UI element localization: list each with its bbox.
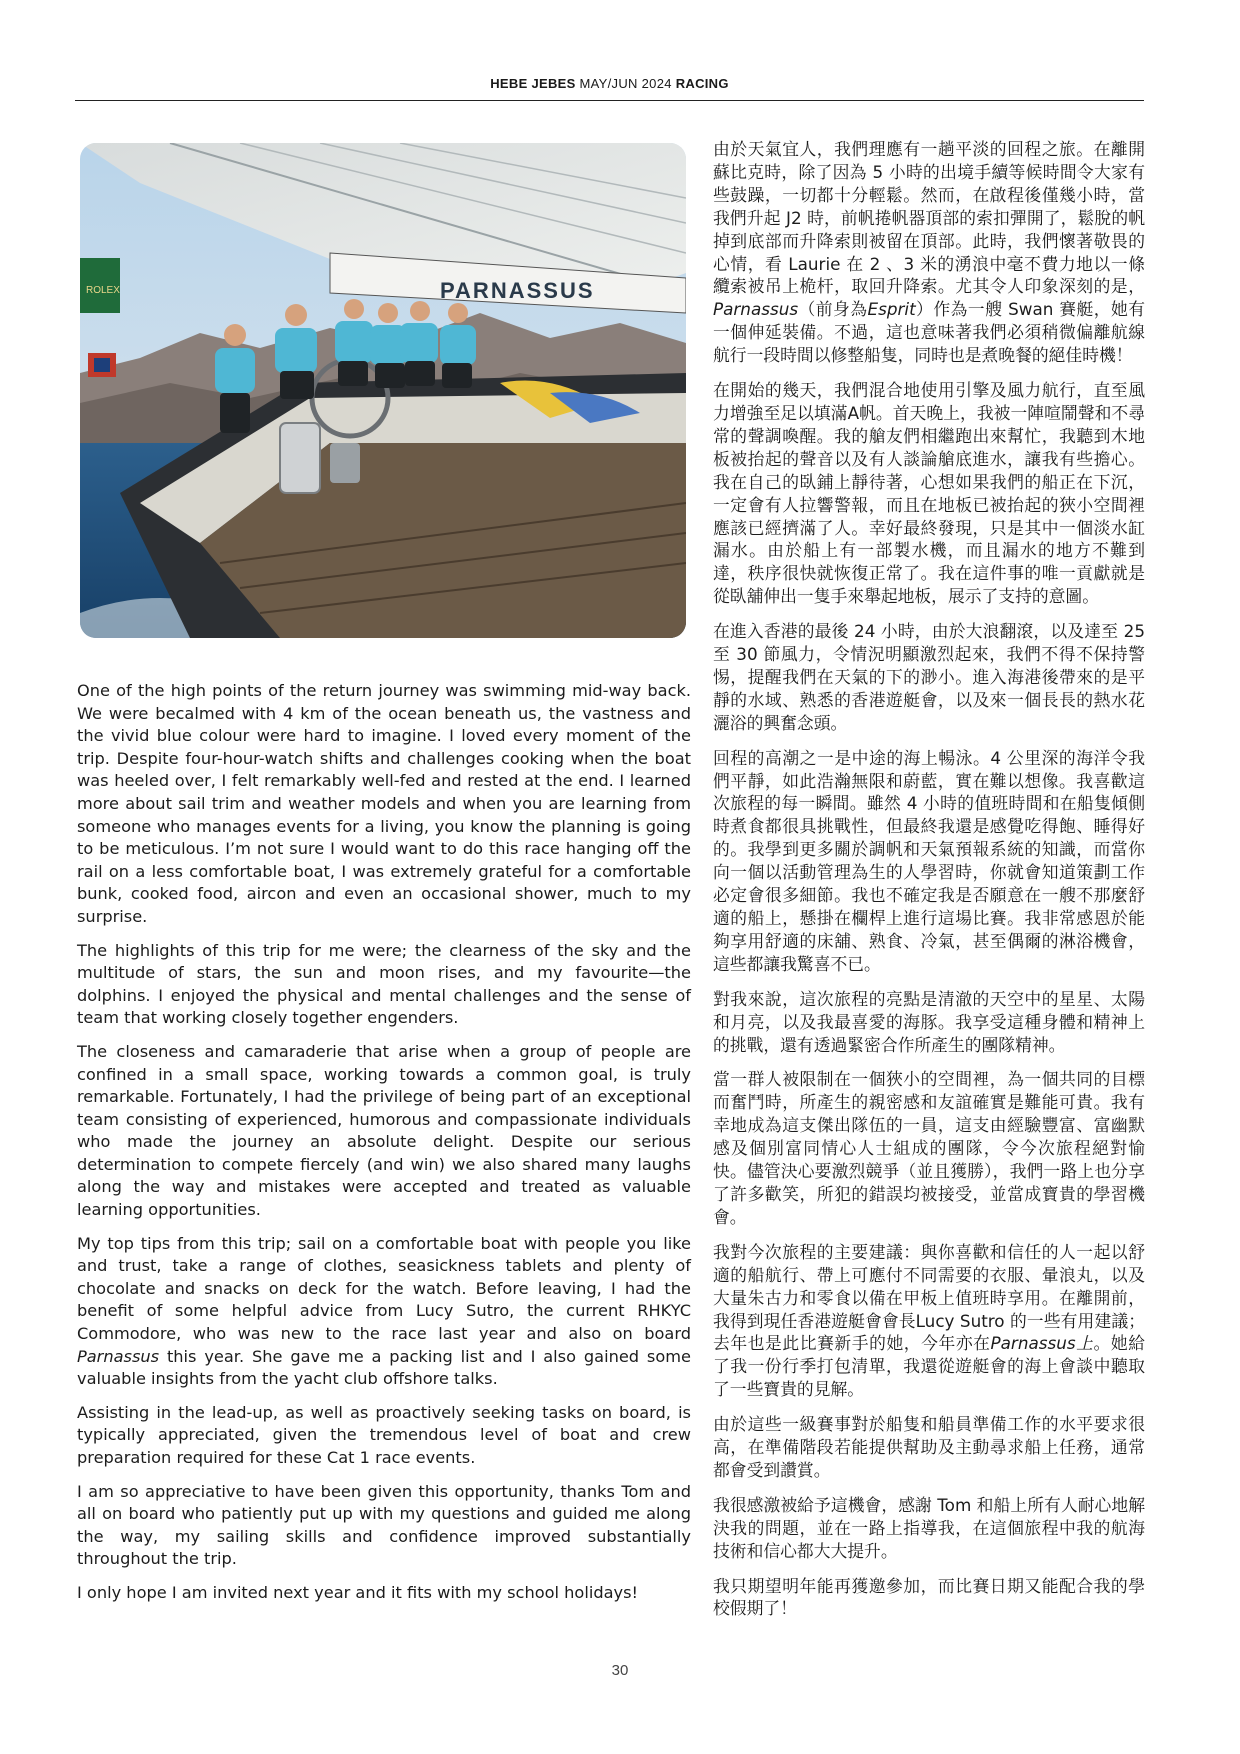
en-paragraph-1: One of the high points of the return journey was swimming mid-way back. We were becalmed with 4 km of the ocean beneath us, the vastness and the vivid blue colour were hard to imagine. I loved every moment of the trip. Despite four-hour-watch shifts and challenges cooking when the boat was heeled over, I felt remarkably well-fed and rested at the end. I learned more about sail trim and weather models and when you are learning from someone who manages events for a living, you know the planning is going to be meticulous. I’m not sure I would want to do this race hanging off the rail on a less comfortable boat, I was extremely grateful for a comfortable bunk, cooked food, aircon and even an occasional shower, much to my surprise. (77, 681, 691, 926)
zh-paragraph-5: 對我來說，這次旅程的亮點是清澈的天空中的星星、太陽和月亮，以及我最喜愛的海豚。我享受這種身體和精神上的挑戰，還有透過緊密合作所產生的團隊精神。 (713, 988, 1145, 1055)
magazine-name: HEBE JEBES (490, 76, 576, 91)
en-p4-text-b: this year. She gave me a packing list and I also gained some valuable insights from the yacht club offshore talks. (77, 1346, 691, 1389)
en-paragraph-5: Assisting in the lead-up, as well as proactively seeking tasks on board, is typically appreciated, given the tremendous level of boat and crew preparation required for these Cat 1 race events. (77, 1402, 691, 1467)
en-paragraph-2: The highlights of this trip for me were; the clearness of the sky and the multitude of stars, the sun and moon rises, and my favourite—the dolphins. I enjoyed the physical and mental challenges and the sense of team that working closely together engenders. (77, 940, 691, 1028)
zh-paragraph-9: 我很感激被給予這機會，感謝 Tom 和船上所有人耐心地解決我的問題，並在一路上指導我，在這個旅程中我的航海技術和信心都大大提升。 (713, 1494, 1145, 1561)
hull-boat-name: PARNASSUS (440, 278, 595, 303)
page-number: 30 (611, 1662, 629, 1679)
chinese-article-column (713, 138, 1145, 1632)
en-p4-boat-name: Parnassus (77, 1346, 160, 1366)
zh-p7-text-a: 我對今次旅程的主要建議：與你喜歡和信任的人一起以舒適的船航行、帶上可應付不同需要的衣服、暈浪丸，以及大量朱古力和零食以備在甲板上值班時享用。在離開前，我得到現任香港遊艇會會長Lucy Sutro 的一些有用建議；去年也是此比賽新手的她，今年亦在 (713, 1241, 1145, 1354)
zh-paragraph-6: 當一群人被限制在一個狹小的空間裡，為一個共同的目標而奮鬥時，所產生的親密感和友誼確實是難能可貴。我有幸地成為這支傑出隊伍的一員，這支由經驗豐富、富幽默感及個別富同情心人士組成的團隊，令今次旅程絕對愉快。儘管決心要激烈競爭（並且獲勝），我們一路上也分享了許多歡笑，所犯的錯誤均被接受，並當成寶貴的學習機會。 (713, 1069, 1145, 1227)
sailing-crew-photo (80, 143, 686, 638)
zh-p7-text-b: 。她給了我一份行季打包清單，我還從遊艇會的海上會談中聽取了一些寶貴的見解。 (713, 1333, 1145, 1400)
yacht-illustration (80, 143, 686, 638)
section-name: RACING (675, 76, 729, 91)
issue-date: MAY/JUN 2024 (579, 76, 672, 91)
running-header (75, 74, 1144, 101)
zh-paragraph-7 (713, 1241, 1145, 1401)
en-paragraph-3: The closeness and camaraderie that arise when a group of people are confined in a small space, working towards a common goal, is truly remarkable. Fortunately, I had the privilege of being part of an exceptional team consisting of experienced, humorous and compassionate individuals who made the journey an absolute delight. Despite our serious determination to compete fiercely (and win) we also shared many laughs along the way and mistakes were accepted and treated as valuable learning opportunities. (77, 1041, 691, 1220)
en-paragraph-6: I am so appreciative to have been given this opportunity, thanks Tom and all on board who patiently put up with my questions and guided me along the way, my sailing skills and confidence improved substantially throughout the trip. (77, 1481, 691, 1569)
en-p4-text-a: My top tips from this trip; sail on a comfortable boat with people you like and trust, take a range of clothes, seasickness tablets and plenty of chocolate and snacks on deck for the watch. Before leaving, I had the benefit of some helpful advice from Lucy Sutro, the current RHKYC Commodore, who was new to the race last year and also on board (77, 1233, 691, 1344)
zh-p1-text-c: ）作為一艘 Swan 賽艇，她有一個伸延裝備。不過，這也意味著我們必須稍微偏離航線航行一段時間以修整船隻，同時也是煮晚餐的絕佳時機！ (713, 299, 1145, 366)
english-article-column (77, 680, 691, 1616)
zh-paragraph-4: 回程的高潮之一是中途的海上暢泳。4 公里深的海洋令我們平靜，如此浩瀚無限和蔚藍，實在難以想像。我喜歡這次旅程的每一瞬間。雖然 4 小時的值班時間和在船隻傾側時煮食都很具挑戰性，但最終我還是感覺吃得飽、睡得好的。我學到更多關於調帆和天氣預報系統的知識，而當你向一個以活動管理為生的人學習時，你就會知道策劃工作必定會很多細節。我也不確定我是否願意在一艘不那麼舒適的船上，懸掛在欄桿上進行這場比賽。我非常感恩於能夠享用舒適的床舖、熟食、冷氣，甚至偶爾的淋浴機會，這些都讓我驚喜不已。 (713, 747, 1145, 974)
zh-p1-former-name: Esprit (867, 299, 916, 320)
zh-paragraph-10: 我只期望明年能再獲邀參加，而比賽日期又能配合我的學校假期了！ (713, 1575, 1145, 1619)
zh-p1-text-b: （前身為 (798, 299, 868, 320)
zh-paragraph-8: 由於這些一級賽事對於船隻和船員準備工作的水平要求很高，在準備階段若能提供幫助及主動尋求船上任務，通常都會受到讚賞。 (713, 1414, 1145, 1480)
zh-p1-text-a: 由於天氣宜人，我們理應有一趟平淡的回程之旅。在離開蘇比克時，除了因為 5 小時的出境手續等候時間令大家有些鼓躁，一切都十分輕鬆。然而，在啟程後僅幾小時，當我們升起 J2 時，前帆捲帆器頂部的索扣彈開了，鬆脫的帆掉到底部而升降索則被留在頂部。此時，我們懷著敬畏的心情，看 Laurie 在 2 、3 米的湧浪中毫不費力地以一條纜索被吊上桅杆，取回升降索。尤其令人印象深刻的是， (713, 139, 1145, 297)
en-paragraph-4 (77, 1233, 691, 1391)
zh-paragraph-1 (713, 138, 1145, 367)
zh-p1-boat-name: Parnassus (713, 299, 799, 320)
en-paragraph-7: I only hope I am invited next year and it fits with my school holidays! (77, 1582, 639, 1602)
zh-paragraph-3: 在進入香港的最後 24 小時，由於大浪翻滾，以及達至 25 至 30 節風力，令情況明顯激烈起來，我們不得不保持警惕，提醒我們在天氣的下的渺小。進入海港後帶來的是平靜的水域、熟悉的香港遊艇會，以及來一個長長的熱水花灑浴的興奮念頭。 (713, 621, 1145, 733)
zh-p7-boat-name: Parnassus上 (990, 1333, 1094, 1354)
zh-paragraph-2: 在開始的幾天，我們混合地使用引擎及風力航行，直至風力增強至足以填滿A帆。首天晚上，我被一陣喧鬧聲和不尋常的聲調喚醒。我的艙友們相繼跑出來幫忙，我聽到木地板被抬起的聲音以及有人談論艙底進水，讓我有些擔心。我在自己的臥鋪上靜待著，心想如果我們的船正在下沉，一定會有人拉響警報，而且在地板已被抬起的狹小空間裡應該已經擠滿了人。幸好最終發現，只是其中一個淡水缸漏水。由於船上有一部製水機，而且漏水的地方不難到達，秩序很快就恢復正常了。我在這件事的唯一貢獻就是從臥舖伸出一隻手來舉起地板，展示了支持的意圖。 (713, 380, 1145, 607)
flag-lettering: ROLEX (86, 285, 120, 296)
